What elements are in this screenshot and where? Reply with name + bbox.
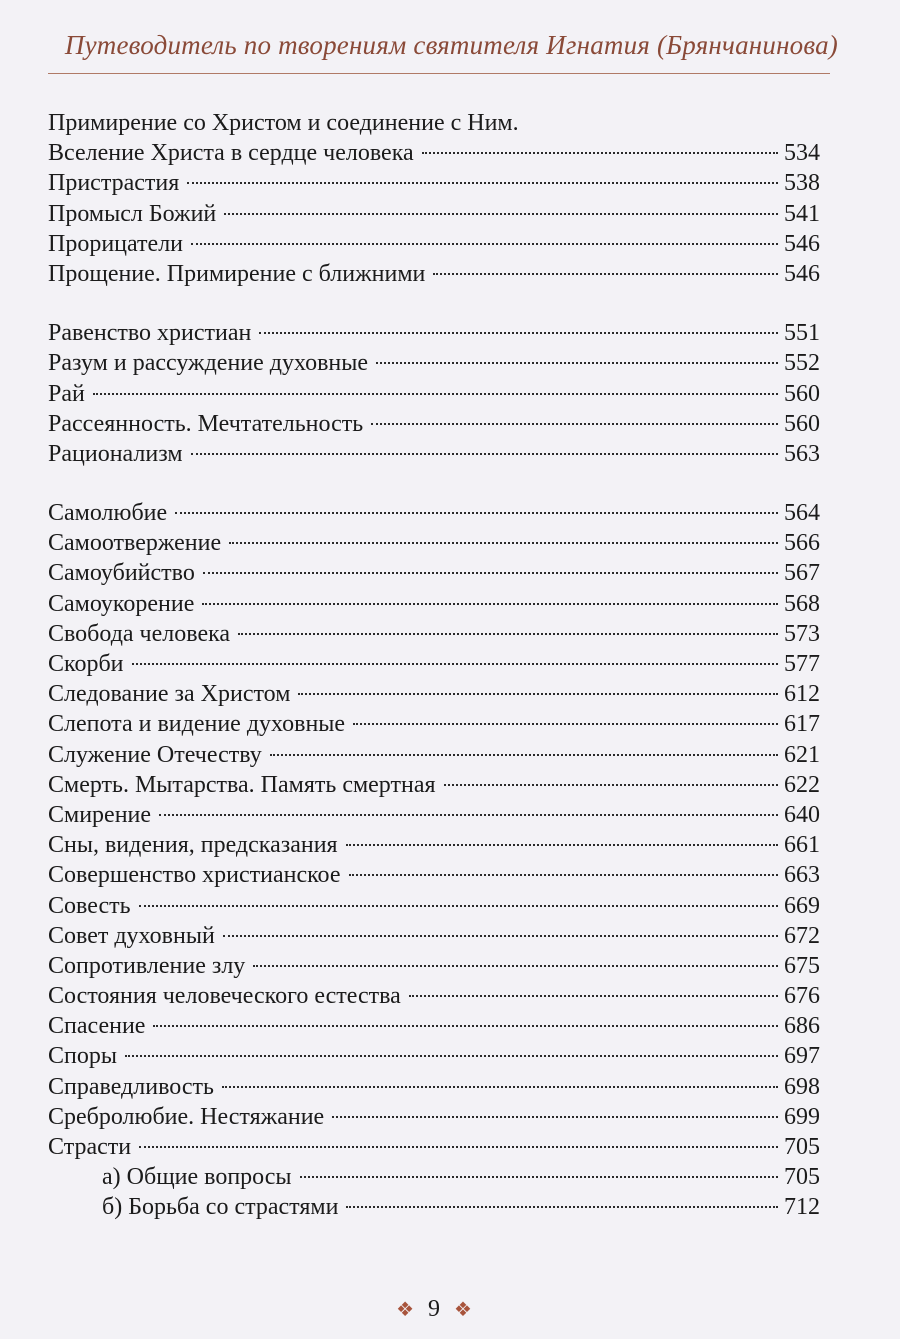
toc-subentry	[48, 1162, 820, 1192]
entry-page-number: 564	[784, 500, 820, 527]
entry-page-number: 577	[784, 651, 820, 677]
entry-title: а) Общие вопросы	[102, 1164, 292, 1191]
entry-title: Разум и рассуждение духовные	[48, 350, 369, 377]
entry-page-number: 712	[784, 1194, 820, 1221]
toc-entry	[48, 439, 820, 469]
toc-subentry	[48, 1192, 820, 1222]
dot-leader	[300, 1176, 778, 1178]
entry-title: Пристрастия	[48, 170, 180, 197]
entry-title: Скорби	[48, 651, 124, 677]
toc-entry	[48, 891, 820, 921]
toc-entry	[48, 1041, 820, 1071]
toc-entry	[48, 168, 820, 198]
dot-leader	[191, 453, 778, 455]
entry-title: Споры	[48, 1043, 117, 1070]
entry-page-number: 676	[784, 983, 820, 1010]
entry-page-number: 621	[784, 741, 820, 768]
entry-title: Самолюбие	[48, 500, 168, 527]
toc-entry	[48, 229, 820, 259]
toc-entry	[48, 740, 820, 770]
entry-page-number: 617	[784, 711, 820, 738]
running-head: Путеводитель по творениям святителя Игнатия (Брянчанинова)	[64, 30, 838, 60]
dot-leader	[238, 633, 778, 635]
toc-entry	[48, 409, 820, 439]
entry-title: Служение Отечеству	[48, 741, 262, 768]
toc-entry	[48, 921, 820, 951]
entry-page-number: 541	[784, 200, 820, 227]
entry-page-number: 705	[784, 1164, 820, 1191]
dot-leader	[159, 814, 778, 816]
dot-leader	[409, 995, 778, 997]
toc-entry	[48, 348, 820, 378]
entry-title: Смерть. Мытарства. Память смертная	[48, 771, 436, 798]
entry-page-number: 669	[784, 892, 820, 919]
entry-page-number: 552	[784, 350, 820, 377]
entry-title: Рай	[48, 380, 85, 407]
dot-leader	[222, 1086, 778, 1088]
page-footer	[0, 1296, 868, 1323]
entry-page-number: 573	[784, 620, 820, 647]
dot-leader	[93, 393, 778, 395]
entry-page-number: 705	[784, 1134, 820, 1160]
toc-entry	[48, 1072, 820, 1102]
toc-entry	[48, 1011, 820, 1041]
entry-page-number: 546	[784, 230, 820, 257]
entry-title: Самоубийство	[48, 560, 195, 587]
dot-leader	[125, 1055, 778, 1057]
entry-title: Следование за Христом	[48, 681, 291, 708]
dot-leader	[346, 1206, 778, 1208]
entry-page-number: 698	[784, 1073, 820, 1100]
toc-entry	[48, 1102, 820, 1132]
toc-group	[48, 318, 820, 469]
toc-entry	[48, 528, 820, 558]
toc-entry	[48, 649, 820, 679]
toc-entry	[48, 770, 820, 800]
toc-entry	[48, 379, 820, 409]
entry-page-number: 538	[784, 170, 820, 197]
toc-entry	[48, 259, 820, 289]
entry-page-number: 551	[784, 320, 820, 347]
entry-page-number: 534	[784, 140, 820, 167]
entry-title: Самоукорение	[48, 590, 195, 617]
dot-leader	[139, 1146, 778, 1148]
dot-leader	[223, 935, 778, 937]
entry-page-number: 560	[784, 410, 820, 437]
toc-entry	[48, 318, 820, 348]
dot-leader	[353, 723, 778, 725]
ornament-left-icon: ❖	[396, 1299, 414, 1321]
toc-entry	[48, 589, 820, 619]
entry-title: Самоотвержение	[48, 530, 222, 557]
header-rule	[48, 73, 830, 74]
table-of-contents	[48, 108, 820, 1252]
entry-title: б) Борьба со страстями	[102, 1194, 339, 1221]
dot-leader	[298, 693, 778, 695]
entry-page-number: 675	[784, 952, 820, 979]
entry-page-number: 697	[784, 1043, 820, 1070]
entry-page-number: 560	[784, 380, 820, 407]
entry-page-number: 663	[784, 862, 820, 889]
entry-title: Сребролюбие. Нестяжание	[48, 1103, 325, 1130]
dot-leader	[346, 844, 778, 846]
entry-title: Прорицатели	[48, 230, 184, 257]
entry-page-number: 563	[784, 440, 820, 467]
dot-leader	[444, 784, 778, 786]
toc-entry	[48, 860, 820, 890]
toc-group	[48, 108, 820, 289]
ornament-right-icon: ❖	[454, 1299, 472, 1321]
dot-leader	[349, 874, 779, 876]
entry-page-number: 568	[784, 590, 820, 617]
entry-page-number: 686	[784, 1013, 820, 1040]
dot-leader	[187, 182, 778, 184]
dot-leader	[433, 273, 778, 275]
entry-title: Совесть	[48, 892, 131, 919]
toc-entry	[48, 138, 820, 168]
dot-leader	[229, 542, 778, 544]
entry-title: Страсти	[48, 1134, 132, 1160]
entry-title: Совет духовный	[48, 922, 215, 949]
dot-leader	[202, 603, 778, 605]
entry-page-number: 612	[784, 681, 820, 708]
dot-leader	[332, 1116, 778, 1118]
entry-page-number: 672	[784, 922, 820, 949]
entry-page-number: 567	[784, 560, 820, 587]
entry-title: Промысл Божий	[48, 200, 217, 227]
toc-entry	[48, 108, 820, 138]
toc-entry	[48, 498, 820, 528]
toc-entry	[48, 830, 820, 860]
dot-leader	[191, 243, 778, 245]
entry-title: Спасение	[48, 1013, 146, 1040]
entry-title: Справедливость	[48, 1073, 214, 1100]
page-number: 9	[428, 1296, 440, 1322]
dot-leader	[253, 965, 778, 967]
entry-title: Равенство христиан	[48, 320, 252, 347]
toc-entry	[48, 199, 820, 229]
entry-page-number: 566	[784, 530, 820, 557]
toc-entry	[48, 679, 820, 709]
entry-title: Прощение. Примирение с ближними	[48, 260, 426, 287]
entry-title: Сны, видения, предсказания	[48, 832, 338, 859]
toc-group	[48, 498, 820, 1223]
entry-title: Рассеянность. Мечтательность	[48, 410, 364, 437]
entry-title: Примирение со Христом и соединение с Ним.	[48, 110, 519, 136]
toc-entry	[48, 1132, 820, 1162]
entry-page-number: 699	[784, 1103, 820, 1130]
entry-title: Смирение	[48, 801, 152, 828]
toc-entry	[48, 981, 820, 1011]
toc-entry	[48, 558, 820, 588]
entry-title: Слепота и видение духовные	[48, 711, 346, 738]
dot-leader	[270, 754, 778, 756]
dot-leader	[132, 663, 778, 665]
entry-page-number: 546	[784, 260, 820, 287]
entry-page-number: 622	[784, 771, 820, 798]
entry-title: Совершенство христианское	[48, 862, 341, 889]
entry-title: Свобода человека	[48, 620, 231, 647]
entry-title: Сопротивление злу	[48, 952, 246, 979]
entry-title: Вселение Христа в сердце человека	[48, 140, 414, 167]
dot-leader	[376, 362, 778, 364]
dot-leader	[259, 332, 778, 334]
entry-title: Рационализм	[48, 440, 183, 467]
dot-leader	[203, 572, 778, 574]
toc-entry	[48, 619, 820, 649]
dot-leader	[139, 905, 778, 907]
toc-entry	[48, 709, 820, 739]
toc-entry	[48, 800, 820, 830]
dot-leader	[371, 423, 778, 425]
entry-title: Состояния человеческого естества	[48, 983, 401, 1010]
dot-leader	[153, 1025, 778, 1027]
dot-leader	[422, 152, 778, 154]
dot-leader	[175, 512, 778, 514]
entry-page-number: 640	[784, 801, 820, 828]
toc-entry	[48, 951, 820, 981]
entry-page-number: 661	[784, 832, 820, 859]
dot-leader	[224, 213, 778, 215]
